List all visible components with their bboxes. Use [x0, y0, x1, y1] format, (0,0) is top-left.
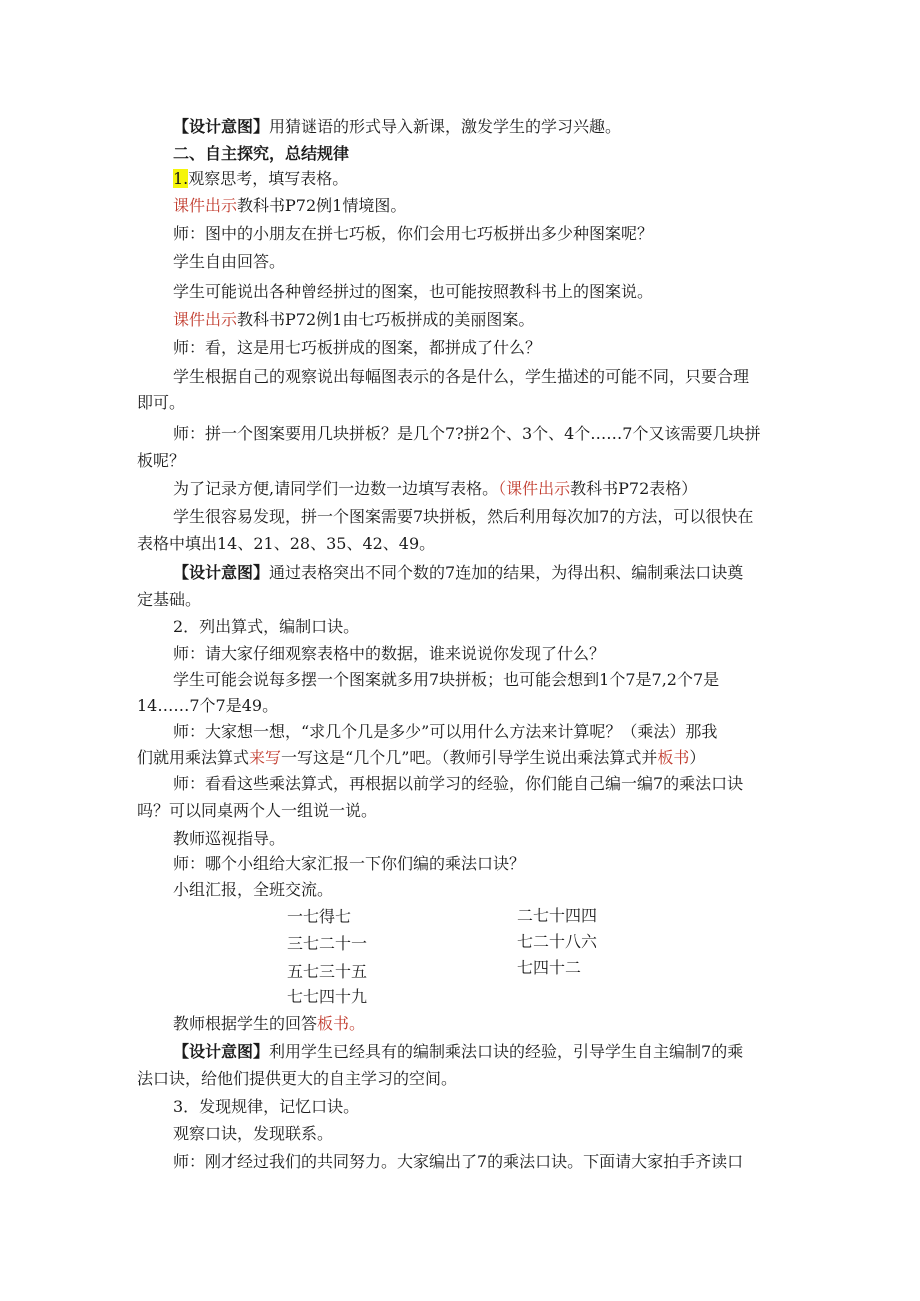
- teacher-line-1: 师：图中的小朋友在拼七巧板，你们会用七巧板拼出多少种图案呢？: [173, 224, 654, 243]
- rhyme-left-1: 一七得七: [287, 907, 352, 926]
- courseware-tag: 课件出示: [506, 479, 571, 498]
- step-2-heading: 2．列出算式，编制口诀。: [173, 617, 360, 636]
- courseware-show-1: [173, 196, 406, 216]
- rhyme-right-2: 七二十八六: [517, 932, 598, 951]
- intent-text: 通过表格突出不同个数的7连加的结果，为得出积、编制乘法口诀奠: [269, 563, 744, 582]
- observe-2: 观察口诀，发现联系。: [173, 1124, 334, 1143]
- step-3-heading: 3．发现规律，记忆口诀。: [173, 1097, 360, 1116]
- design-intent-3b: 法口诀，给他们提供更大的自主学习的空间。: [137, 1069, 458, 1088]
- board-text: 教师根据学生的回答: [173, 1014, 318, 1033]
- board-tag: 板书。: [317, 1014, 366, 1033]
- step-number: 1.: [173, 169, 189, 188]
- courseware-tag: 课件出示: [173, 196, 238, 215]
- rhyme-left-4: 七七四十九: [287, 987, 368, 1006]
- teacher-line-2: 师：看，这是用七巧板拼成的图案，都拼成了什么？: [173, 338, 542, 357]
- intent-tag: 【设计意图】: [173, 117, 270, 136]
- patrol-line: 教师巡视指导。: [173, 829, 286, 848]
- student-say-2: 14……7个7是49。: [137, 696, 279, 715]
- rhyme-left-3: 五七三十五: [287, 962, 368, 981]
- text-seg: 一写这是“几个几”吧。（教师引导学生说出乘法算式并: [281, 748, 658, 767]
- intent-text: 利用学生已经具有的编制乘法口诀的经验，引导学生自主编制7的乘: [269, 1042, 744, 1061]
- teacher-line-6b: 吗？可以同桌两个人一组说一说。: [137, 801, 378, 820]
- teacher-line-3b: 板呢？: [137, 451, 186, 470]
- discover-line-1: 学生很容易发现，拼一个图案需要7块拼板，然后利用每次加7的方法，可以很快在: [173, 507, 754, 526]
- text-seg-red: 来写: [249, 748, 282, 767]
- design-intent-2b: 定基础。: [137, 590, 202, 609]
- text-seg: 们就用乘法算式: [137, 748, 250, 767]
- teacher-line-5a: 师：大家想一想，“求几个几是多少”可以用什么方法来计算呢？（乘法）那我: [173, 722, 718, 741]
- design-intent-2: [173, 563, 743, 583]
- teacher-line-8: 师：刚才经过我们的共同努力。大家编出了7的乘法口诀。下面请大家拍手齐读口: [173, 1152, 744, 1171]
- courseware-show-2: [173, 310, 534, 330]
- rhyme-right-1: 二七十四四: [517, 906, 598, 925]
- observe-line-2: 即可。: [137, 393, 186, 412]
- observe-line-1: 学生根据自己的观察说出每幅图表示的各是什么，学生描述的可能不同，只要合理: [173, 367, 750, 386]
- teacher-line-5b: [137, 748, 705, 768]
- design-intent-3: [173, 1042, 743, 1062]
- section-title: 二、自主探究，总结规律: [173, 144, 350, 163]
- design-intent-1: [173, 117, 621, 137]
- discover-line-2: 表格中填出14、21、28、35、42、49。: [137, 534, 436, 553]
- group-report: 小组汇报，全班交流。: [173, 880, 334, 899]
- record-line: [173, 479, 697, 499]
- student-say-1: 学生可能会说每多摆一个图案就多用7块拼板；也可能会想到1个7是7,2个7是: [173, 670, 720, 689]
- rhyme-right-3: 七四十二: [517, 958, 582, 977]
- text-seg: ）: [689, 748, 706, 767]
- courseware-text: 教科书P72例1由七巧板拼成的美丽图案。: [237, 310, 535, 329]
- courseware-tag: 课件出示: [173, 310, 238, 329]
- student-possible: 学生可能说出各种曾经拼过的图案，也可能按照教科书上的图案说。: [173, 282, 654, 301]
- step-text: 观察思考，填写表格。: [188, 169, 349, 188]
- board-tag: 板书: [657, 748, 690, 767]
- intent-tag: 【设计意图】: [173, 563, 270, 582]
- teacher-line-3a: 师：拼一个图案要用几块拼板？是几个7?拼2个、3个、4个……7个又该需要几块拼: [173, 424, 761, 443]
- teacher-line-7: 师：哪个小组给大家汇报一下你们编的乘法口诀？: [173, 854, 526, 873]
- courseware-text: 教科书P72例1情境图。: [237, 196, 407, 215]
- teacher-line-6a: 师：看看这些乘法算式，再根据以前学习的经验，你们能自己编一编7的乘法口诀: [173, 774, 744, 793]
- paren-open: （: [498, 479, 507, 498]
- step-1-heading: [173, 169, 348, 189]
- teacher-line-4: 师：请大家仔细观察表格中的数据，谁来说说你发现了什么？: [173, 644, 606, 663]
- intent-text: 用猜谜语的形式导入新课，激发学生的学习兴趣。: [269, 117, 622, 136]
- board-line: [173, 1014, 365, 1034]
- intent-tag: 【设计意图】: [173, 1042, 270, 1061]
- record-text: 为了记录方便,请同学们一边数一边填写表格。: [173, 479, 499, 498]
- rhyme-left-2: 三七二十一: [287, 934, 368, 953]
- student-answer: 学生自由回答。: [173, 252, 286, 271]
- record-text-2: 教科书P72表格）: [570, 479, 698, 498]
